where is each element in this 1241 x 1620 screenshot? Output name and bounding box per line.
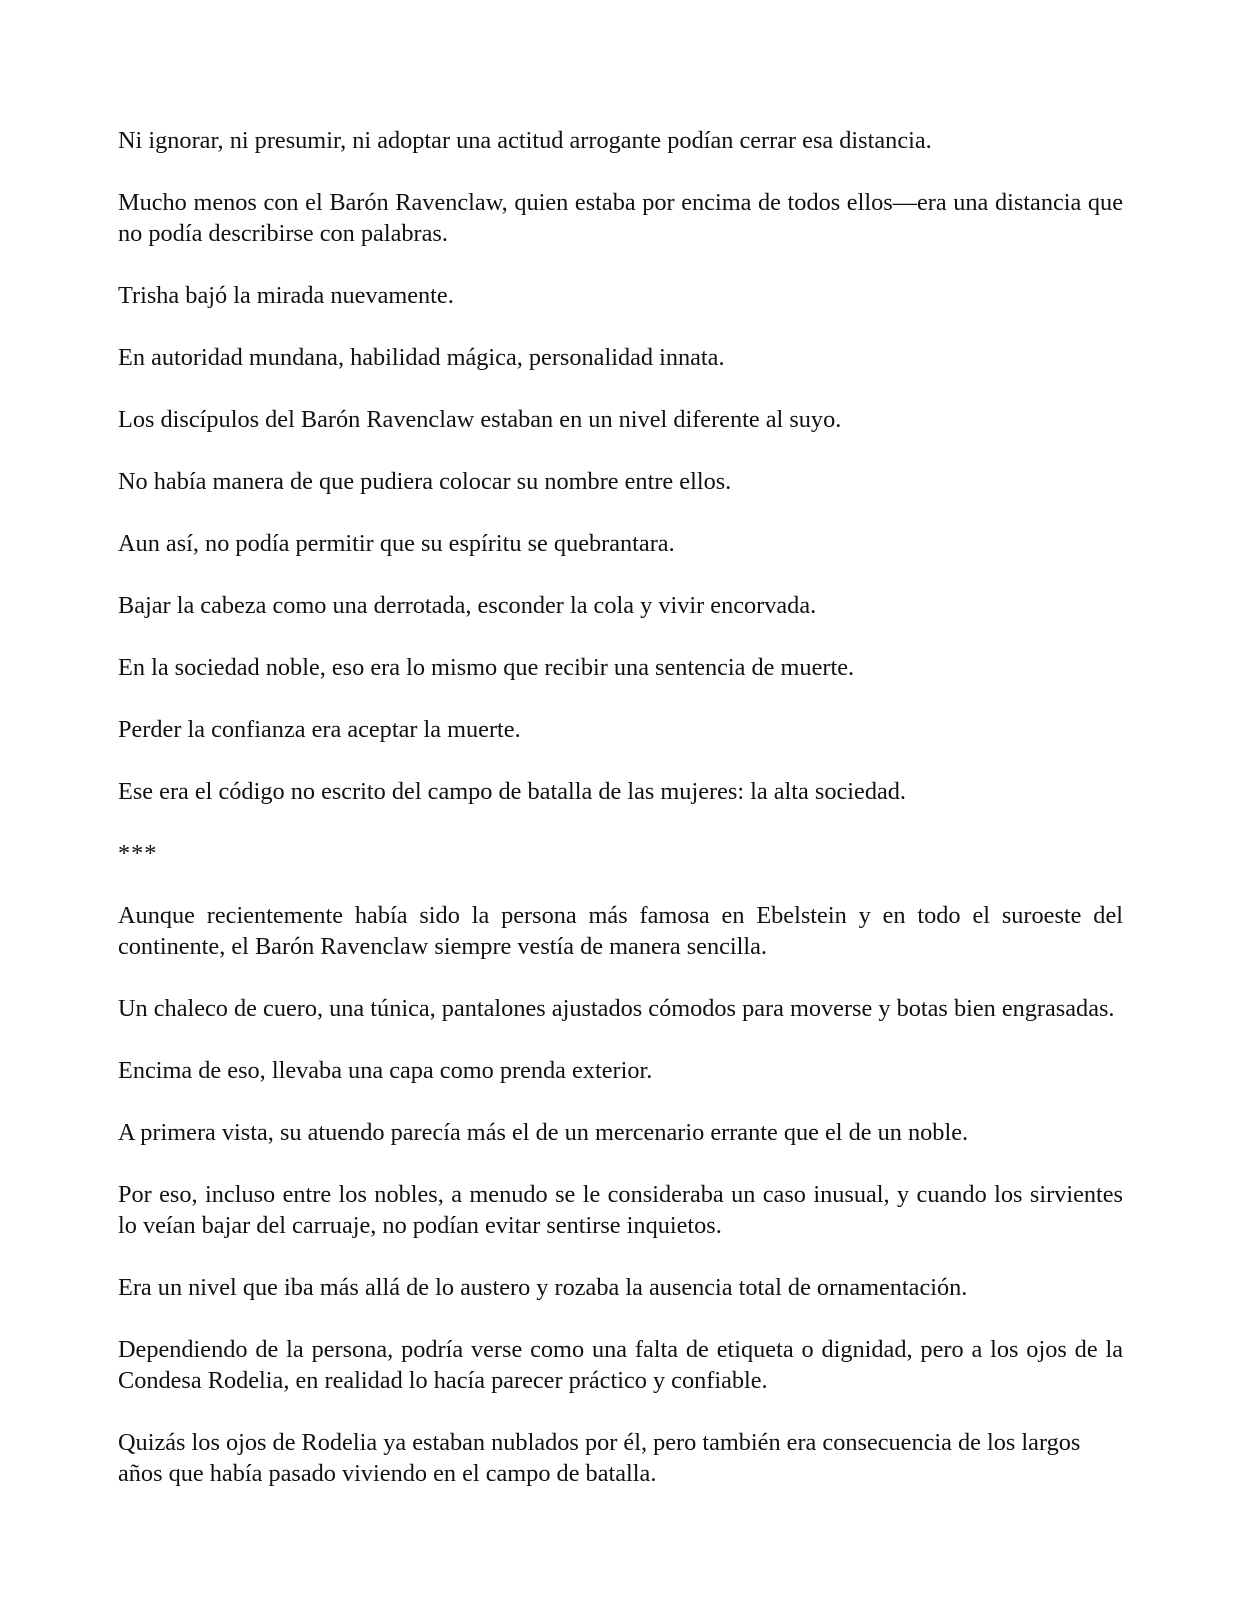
paragraph: No había manera de que pudiera colocar su nombre entre ellos. xyxy=(118,468,732,495)
paragraph: Quizás los ojos de Rodelia ya estaban nublados por él, pero también era consecuencia de los largos años que había pasado viviendo en el campo de batalla. xyxy=(118,1429,1081,1487)
paragraph: Dependiendo de la persona, podría verse como una falta de etiqueta o dignidad, pero a los ojos de la Condesa Rodelia, en realidad lo hacía parecer práctico y confiable. xyxy=(118,1336,1123,1394)
paragraph: En la sociedad noble, eso era lo mismo que recibir una sentencia de muerte. xyxy=(118,654,855,681)
paragraph: Los discípulos del Barón Ravenclaw estaban en un nivel diferente al suyo. xyxy=(118,406,842,433)
document-page xyxy=(118,125,1123,1520)
paragraph: Aunque recientemente había sido la persona más famosa en Ebelstein y en todo el suroeste del continente, el Barón Ravenclaw siempre vestía de manera sencilla. xyxy=(118,902,1123,960)
paragraph: Bajar la cabeza como una derrotada, esconder la cola y vivir encorvada. xyxy=(118,592,817,619)
paragraph: En autoridad mundana, habilidad mágica, personalidad innata. xyxy=(118,344,725,371)
paragraph: Mucho menos con el Barón Ravenclaw, quien estaba por encima de todos ellos—era una distancia que no podía describirse con palabras. xyxy=(118,189,1123,247)
paragraph: Perder la confianza era aceptar la muerte. xyxy=(118,716,521,743)
paragraph: Aun así, no podía permitir que su espíritu se quebrantara. xyxy=(118,530,675,557)
paragraph: A primera vista, su atuendo parecía más el de un mercenario errante que el de un noble. xyxy=(118,1119,969,1146)
paragraph: Un chaleco de cuero, una túnica, pantalones ajustados cómodos para moverse y botas bien engrasadas. xyxy=(118,995,1115,1022)
paragraph: Ni ignorar, ni presumir, ni adoptar una actitud arrogante podían cerrar esa distancia. xyxy=(118,127,932,154)
section-break: *** xyxy=(118,840,158,867)
paragraph: Era un nivel que iba más allá de lo austero y rozaba la ausencia total de ornamentación. xyxy=(118,1274,968,1301)
paragraph: Trisha bajó la mirada nuevamente. xyxy=(118,282,454,309)
paragraph: Encima de eso, llevaba una capa como prenda exterior. xyxy=(118,1057,653,1084)
paragraph: Por eso, incluso entre los nobles, a menudo se le consideraba un caso inusual, y cuando los sirvientes lo veían bajar del carruaje, no podían evitar sentirse inquietos. xyxy=(118,1181,1123,1239)
paragraph: Ese era el código no escrito del campo de batalla de las mujeres: la alta sociedad. xyxy=(118,778,906,805)
